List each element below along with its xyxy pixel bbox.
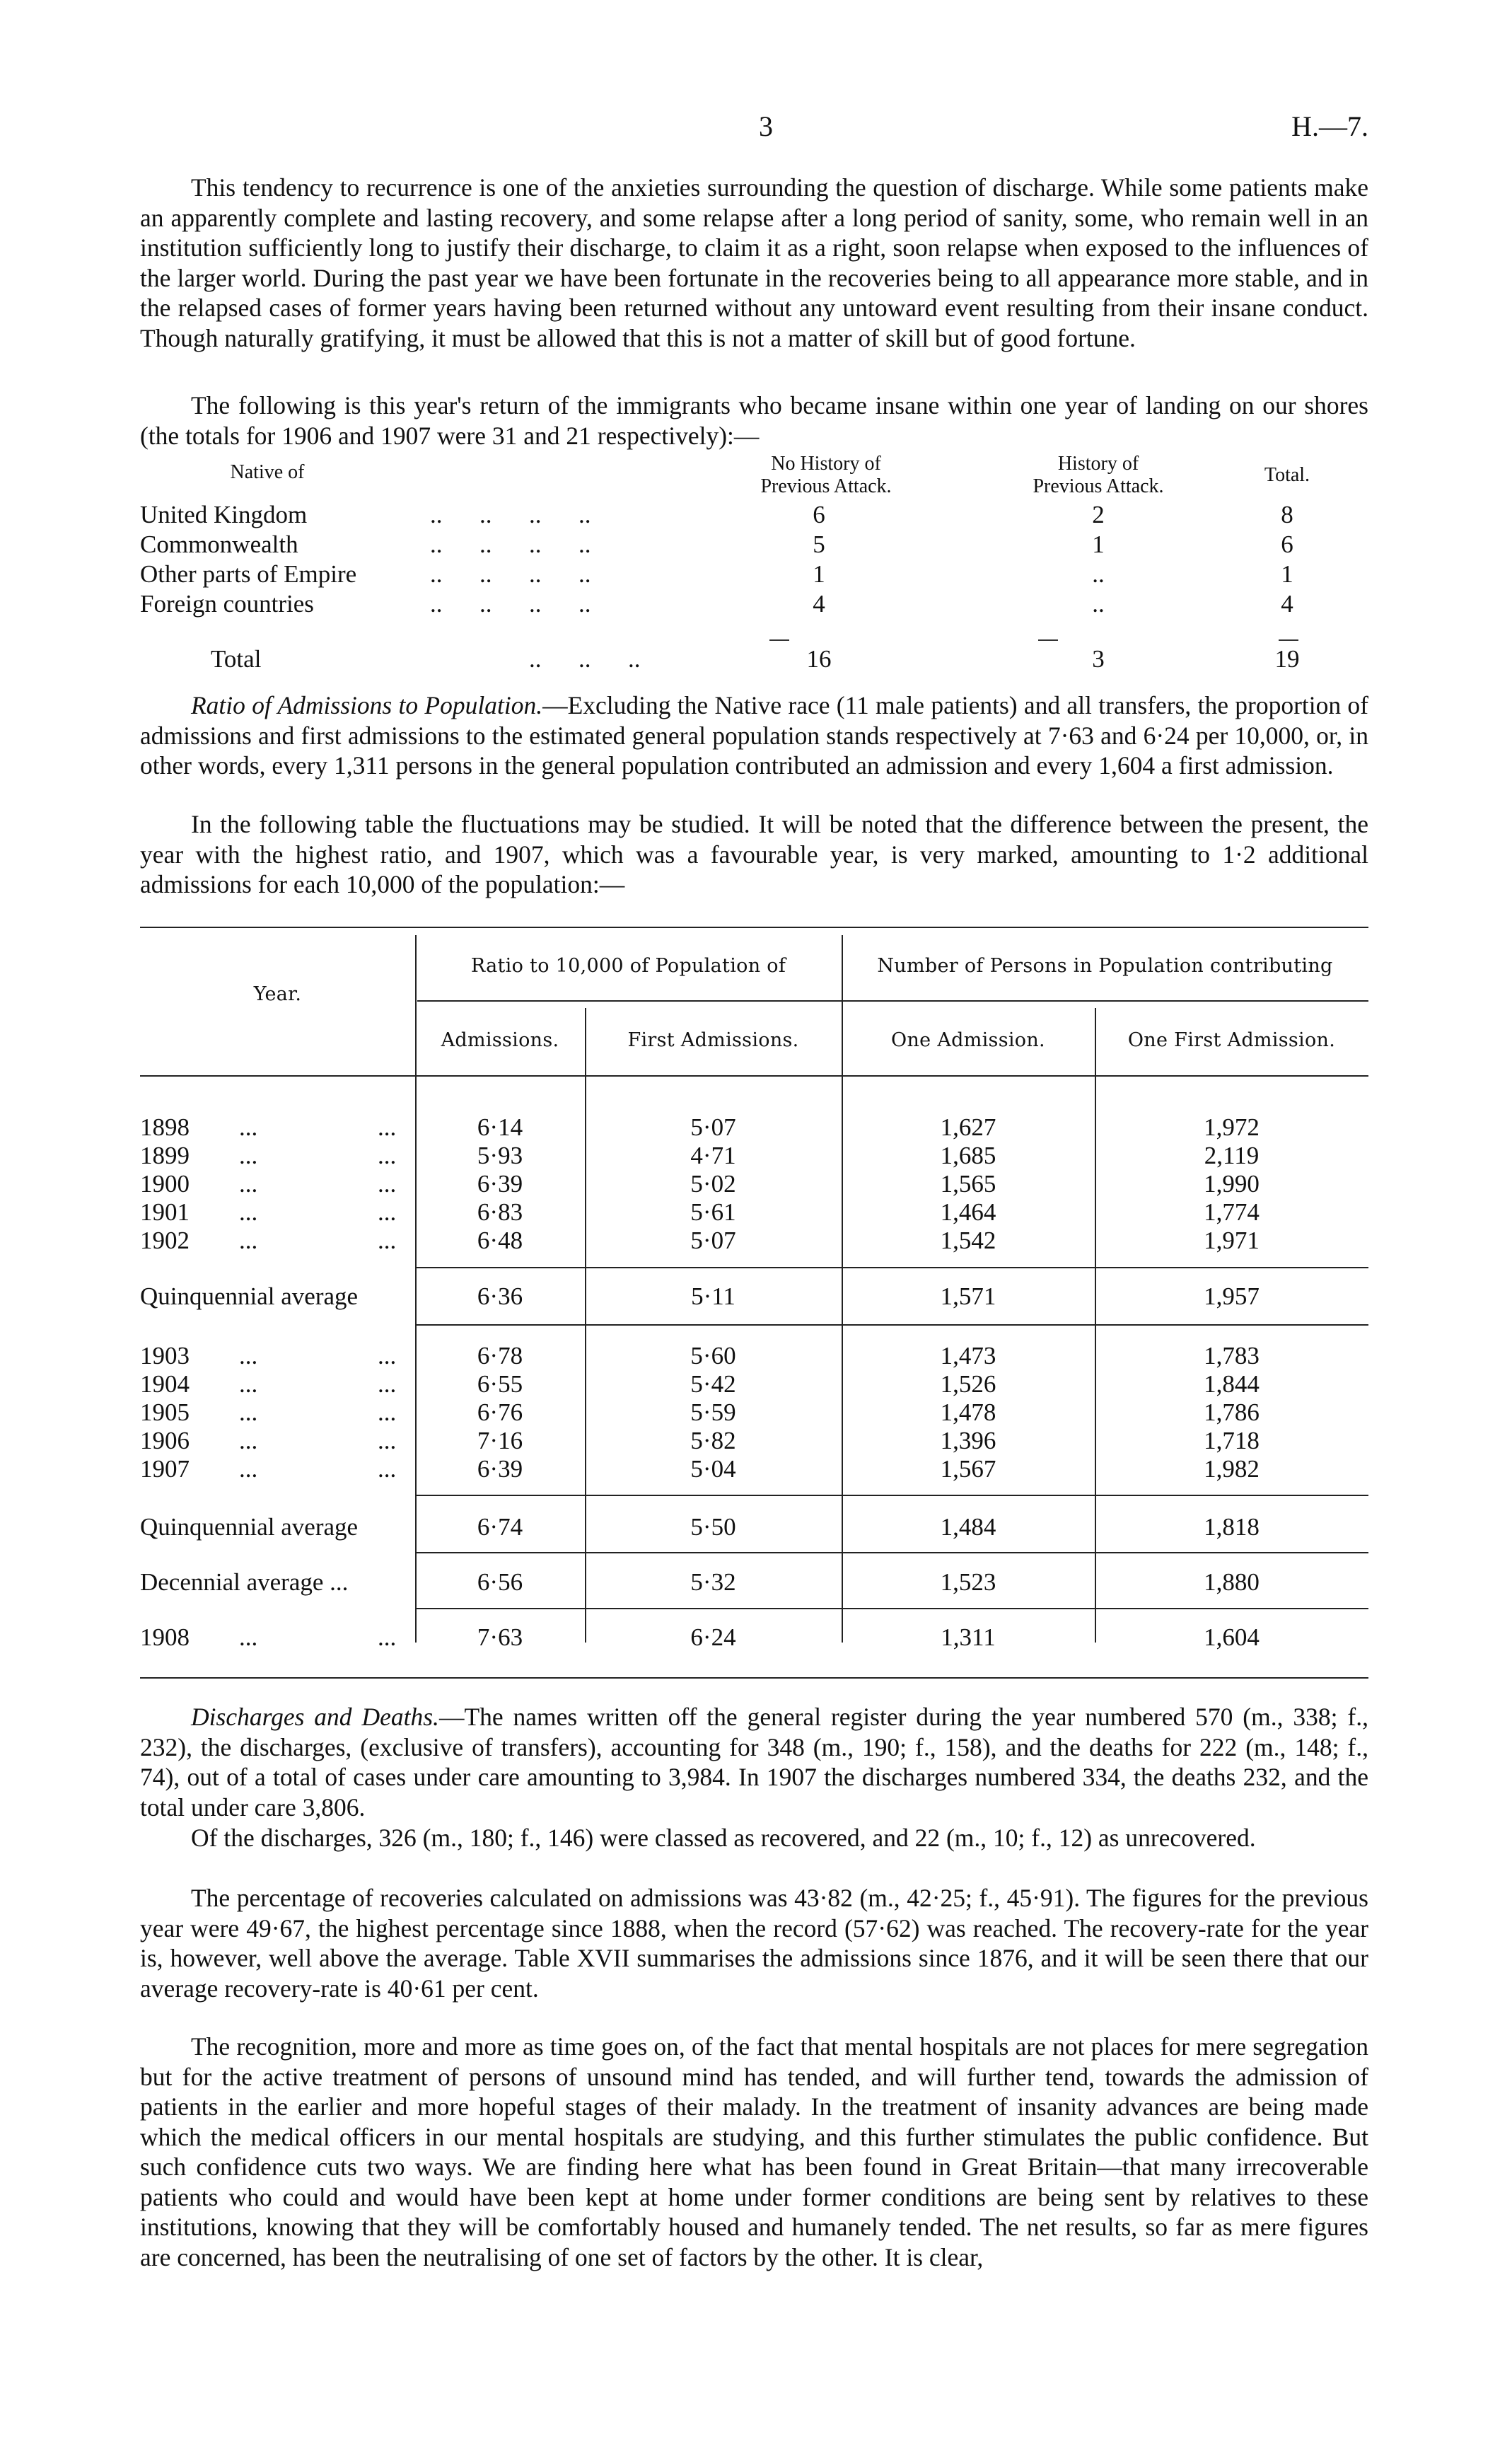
rule	[415, 1324, 1368, 1326]
header-one-first-admission: One First Admission.	[1127, 1029, 1336, 1051]
cell-year: 1901	[140, 1198, 190, 1226]
row-label: United Kingdom	[140, 501, 308, 528]
cell-one-admission: 1,685	[940, 1142, 996, 1169]
row-label: Other parts of Empire	[140, 560, 357, 588]
cell-total: 6	[1281, 531, 1293, 558]
cell-one-admission: 1,526	[940, 1370, 996, 1398]
leader-dots: ...	[378, 1623, 397, 1651]
leader-dots: ...	[378, 1113, 397, 1141]
row-label: Commonwealth	[140, 531, 298, 558]
cell-first-admissions: 5·59	[690, 1398, 736, 1426]
table-row	[140, 1426, 1368, 1456]
leader-dots: ...	[378, 1198, 397, 1226]
table-bottom-rule	[140, 1677, 1368, 1679]
sum-rule	[769, 639, 789, 641]
table-average-row	[140, 1568, 1368, 1597]
leader-dots: ...	[239, 1455, 258, 1483]
table-total-row	[140, 645, 1368, 675]
table-row	[140, 1198, 1368, 1227]
cell-first-admissions: 5·07	[690, 1227, 736, 1254]
table-row-current	[140, 1623, 1368, 1652]
cell-admissions: 6·14	[477, 1113, 523, 1141]
row-label: Foreign countries	[140, 590, 314, 618]
leader-dots: ...	[239, 1623, 258, 1651]
page-number: 3	[759, 110, 773, 142]
cell-one-first-admission: 1,972	[1204, 1113, 1260, 1141]
cell-year: 1903	[140, 1342, 190, 1369]
cell-admissions: 6·55	[477, 1370, 523, 1398]
cell-no-history: 6	[813, 501, 825, 528]
leader-dots: .. .. .. ..	[430, 501, 591, 528]
cell-admissions: 6·56	[477, 1568, 523, 1596]
paragraph-text: The following is this year's return of the immigrants who became insane within one year of landing on our shores (the totals for 1906 and 1907 were 31 and 21 respectively):—	[140, 391, 1368, 450]
cell-first-admissions: 5·04	[690, 1455, 736, 1483]
table-row	[140, 590, 1368, 620]
table-average-row	[140, 1512, 1368, 1542]
cell-admissions: 6·78	[477, 1342, 523, 1369]
cell-one-first-admission: 1,990	[1204, 1170, 1260, 1198]
paragraph-immigrants-intro	[140, 390, 1368, 451]
cell-one-first-admission: 1,774	[1204, 1198, 1260, 1226]
paragraph-recognition	[140, 2032, 1368, 2272]
cell-year: 1899	[140, 1142, 190, 1169]
table-average-row	[140, 1282, 1368, 1311]
paragraph-text: —The names written off the general register during the year numbered 570 (m., 338; f., 232), the discharges, (exclusive of transfers), accounting for 348 (m., 190; f., 158), and the deaths for 222 (m., 148; f., 74), out of a total of cases under care amounting to 3,984. In 1907 the discharges numbered 334, the deaths 232, and the total under care 3,806.	[140, 1703, 1368, 1821]
cell-year: 1907	[140, 1455, 190, 1483]
header-no-history	[755, 453, 897, 498]
cell-admissions: 6·48	[477, 1227, 523, 1254]
leader-dots: ...	[239, 1170, 258, 1198]
leader-dots: ...	[239, 1142, 258, 1169]
leader-dots: ...	[378, 1398, 397, 1426]
leader-dots: .. .. ..	[529, 645, 641, 673]
leader-dots: ...	[239, 1342, 258, 1369]
cell-first-admissions: 5·50	[690, 1513, 736, 1541]
table-top-rule	[140, 927, 1368, 928]
cell-admissions: 6·83	[477, 1198, 523, 1226]
cell-total: 19	[1274, 645, 1300, 673]
header-native-of: Native of	[230, 461, 305, 483]
paragraph-heading: Discharges and Deaths.	[191, 1703, 439, 1731]
cell-label: Quinquennial average	[140, 1513, 359, 1541]
cell-one-first-admission: 1,604	[1204, 1623, 1260, 1651]
sum-rule	[1279, 639, 1298, 641]
header-ratio-group: Ratio to 10,000 of Population of	[470, 955, 786, 977]
cell-year: 1908	[140, 1623, 190, 1651]
table-row	[140, 1454, 1368, 1484]
cell-year: 1900	[140, 1170, 190, 1198]
cell-one-first-admission: 1,718	[1204, 1427, 1260, 1454]
row-label: Total	[211, 645, 262, 673]
header-one-admission: One Admission.	[891, 1029, 1045, 1051]
cell-one-admission: 1,542	[940, 1227, 996, 1254]
cell-one-first-admission: 1,971	[1204, 1227, 1260, 1254]
paragraph-ratio	[140, 690, 1368, 781]
table-row	[140, 531, 1368, 560]
header-bottom-rule	[140, 1075, 1368, 1077]
document-reference: H.—7.	[1291, 110, 1368, 142]
cell-first-admissions: 5·02	[690, 1170, 736, 1198]
leader-dots: ...	[239, 1398, 258, 1426]
cell-admissions: 6·39	[477, 1455, 523, 1483]
cell-year: 1904	[140, 1370, 190, 1398]
cell-one-admission: 1,473	[940, 1342, 996, 1369]
cell-admissions: 7·16	[477, 1427, 523, 1454]
cell-first-admissions: 4·71	[690, 1142, 736, 1169]
cell-history: ..	[1092, 560, 1105, 588]
cell-no-history: 4	[813, 590, 825, 618]
cell-one-first-admission: 1,957	[1204, 1282, 1260, 1310]
cell-history: 3	[1092, 645, 1105, 673]
cell-first-admissions: 5·60	[690, 1342, 736, 1369]
header-year: Year.	[253, 983, 302, 1005]
cell-admissions: 6·74	[477, 1513, 523, 1541]
header-total: Total.	[1264, 464, 1310, 486]
cell-one-admission: 1,565	[940, 1170, 996, 1198]
table-row	[140, 1226, 1368, 1256]
cell-one-admission: 1,567	[940, 1455, 996, 1483]
cell-one-admission: 1,627	[940, 1113, 996, 1141]
cell-one-admission: 1,571	[940, 1282, 996, 1310]
leader-dots: ...	[239, 1198, 258, 1226]
paragraph-text: In the following table the fluctuations may be studied. It will be noted that the difference between the present, the year with the highest ratio, and 1907, which was a favourable year, is very marked, amounting to 1·2 additional admissions for each 10,000 of the population:—	[140, 810, 1368, 898]
header-split-rule	[417, 1000, 1368, 1002]
leader-dots: ...	[378, 1170, 397, 1198]
paragraph-text: —Excluding the Native race (11 male patients) and all transfers, the proportion of admissions and first admissions to the estimated general population stands respectively at 7·63 and 6·24 per 10,000, or, in other words, every 1,311 persons in the general population contributed an admission and every 1,604 a first admission.	[140, 691, 1369, 780]
cell-label: Decennial average ...	[140, 1568, 349, 1596]
leader-dots: ...	[239, 1227, 258, 1254]
header-admissions: Admissions.	[441, 1029, 559, 1051]
table-row	[140, 501, 1368, 531]
table-row	[140, 1398, 1368, 1427]
cell-first-admissions: 5·11	[691, 1282, 735, 1310]
cell-one-first-admission: 1,786	[1204, 1398, 1260, 1426]
cell-first-admissions: 5·61	[690, 1198, 736, 1226]
header-history	[1028, 453, 1169, 498]
cell-one-first-admission: 1,844	[1204, 1370, 1260, 1398]
cell-first-admissions: 6·24	[690, 1623, 736, 1651]
cell-first-admissions: 5·32	[690, 1568, 736, 1596]
leader-dots: ...	[239, 1427, 258, 1454]
leader-dots: ...	[378, 1142, 397, 1169]
leader-dots: ...	[378, 1370, 397, 1398]
leader-dots: ...	[239, 1113, 258, 1141]
table-row	[140, 1369, 1368, 1399]
paragraph-recovered	[140, 1823, 1368, 1853]
cell-first-admissions: 5·07	[690, 1113, 736, 1141]
cell-one-first-admission: 1,880	[1204, 1568, 1260, 1596]
cell-one-first-admission: 1,783	[1204, 1342, 1260, 1369]
header-line: History of	[1057, 453, 1139, 475]
table-row	[140, 560, 1368, 590]
cell-year: 1902	[140, 1227, 190, 1254]
cell-year: 1898	[140, 1113, 190, 1141]
cell-one-first-admission: 1,982	[1204, 1455, 1260, 1483]
header-line: No History of	[771, 453, 881, 475]
header-first-admissions: First Admissions.	[627, 1029, 799, 1051]
rule	[415, 1552, 1368, 1553]
paragraph-text: Of the discharges, 326 (m., 180; f., 146) were classed as recovered, and 22 (m., 10; f., 12) as unrecovered.	[191, 1824, 1256, 1852]
header-persons-group: Number of Persons in Population contributing	[877, 955, 1333, 977]
rule	[415, 1495, 1368, 1496]
cell-one-admission: 1,464	[940, 1198, 996, 1226]
rule	[415, 1267, 1368, 1268]
cell-history: 2	[1092, 501, 1105, 528]
leader-dots: ...	[378, 1342, 397, 1369]
leader-dots: ...	[378, 1455, 397, 1483]
cell-year: 1905	[140, 1398, 190, 1426]
cell-one-admission: 1,311	[941, 1623, 996, 1651]
cell-total: 8	[1281, 501, 1293, 528]
table-row	[140, 1341, 1368, 1371]
cell-first-admissions: 5·82	[690, 1427, 736, 1454]
header-line: Previous Attack.	[760, 475, 892, 497]
cell-admissions: 6·36	[477, 1282, 523, 1310]
paragraph-heading: Ratio of Admissions to Population.	[191, 691, 543, 719]
cell-admissions: 6·39	[477, 1170, 523, 1198]
rule	[415, 1608, 1368, 1609]
paragraph-percentage	[140, 1883, 1368, 2003]
cell-one-first-admission: 1,818	[1204, 1513, 1260, 1541]
leader-dots: .. .. .. ..	[430, 531, 591, 558]
cell-one-admission: 1,396	[940, 1427, 996, 1454]
cell-one-admission: 1,484	[940, 1513, 996, 1541]
leader-dots: .. .. .. ..	[430, 590, 591, 618]
paragraph-fluctuations	[140, 809, 1368, 900]
paragraph-text: The recognition, more and more as time goes on, of the fact that mental hospitals are not places for mere segregation but for the active treatment of persons of unsound mind has tended, and will further tend, towards the admission of patients in the earlier and more hopeful stages of their malady. In the treatment of insanity advances are being made which the medical officers in our mental hospitals are studying, and this further stimulates the public confidence. But such confidence cuts two ways. We are finding here what has been found in Great Britain—that many irrecoverable patients who could and would have been kept at home under former conditions are being sent by relatives to these institutions, knowing that they will be comfortably housed and humanely tended. The net results, so far as mere figures are concerned, has been the neutralising of one set of factors by the other. It is clear,	[140, 2032, 1368, 2271]
table-row	[140, 1141, 1368, 1171]
leader-dots: .. .. .. ..	[430, 560, 591, 588]
cell-one-first-admission: 2,119	[1204, 1142, 1260, 1169]
cell-no-history: 1	[813, 560, 825, 588]
cell-history: ..	[1092, 590, 1105, 618]
header-line: Previous Attack.	[1033, 475, 1164, 497]
cell-total: 4	[1281, 590, 1293, 618]
leader-dots: ...	[239, 1370, 258, 1398]
paragraph-text: The percentage of recoveries calculated on admissions was 43·82 (m., 42·25; f., 45·91). The figures for the previous year were 49·67, the highest percentage since 1888, when the record (57·62) was reached. The recovery-rate for the year is, however, well above the average. Table XVII summarises the admissions since 1876, and it will be seen there that our average recovery-rate is 40·61 per cent.	[140, 1884, 1368, 2003]
cell-one-admission: 1,478	[940, 1398, 996, 1426]
cell-admissions: 6·76	[477, 1398, 523, 1426]
cell-one-admission: 1,523	[940, 1568, 996, 1596]
table-row	[140, 1169, 1368, 1199]
cell-admissions: 7·63	[477, 1623, 523, 1651]
cell-history: 1	[1092, 531, 1105, 558]
paragraph-recurrence	[140, 173, 1368, 353]
cell-no-history: 5	[813, 531, 825, 558]
cell-admissions: 5·93	[477, 1142, 523, 1169]
leader-dots: ...	[378, 1427, 397, 1454]
cell-no-history: 16	[806, 645, 832, 673]
cell-total: 1	[1281, 560, 1293, 588]
cell-first-admissions: 5·42	[690, 1370, 736, 1398]
sum-rule	[1038, 639, 1058, 641]
paragraph-text: This tendency to recurrence is one of the anxieties surrounding the question of discharge. While some patients make an apparently complete and lasting recovery, and some relapse after a long period of sanity, some, who remain well in an institution sufficiently long to justify their discharge, to claim it as a right, soon relapse when exposed to the influences of the larger world. During the past year we have been fortunate in the recoveries being to all appearance more stable, and in the relapsed cases of former years having been returned without any untoward event resulting from their insane conduct. Though naturally gratifying, it must be allowed that this is not a matter of skill but of good fortune.	[140, 173, 1368, 352]
cell-label: Quinquennial average	[140, 1282, 359, 1310]
cell-year: 1906	[140, 1427, 190, 1454]
paragraph-discharges	[140, 1702, 1368, 1822]
leader-dots: ...	[378, 1227, 397, 1254]
table-row	[140, 1113, 1368, 1142]
